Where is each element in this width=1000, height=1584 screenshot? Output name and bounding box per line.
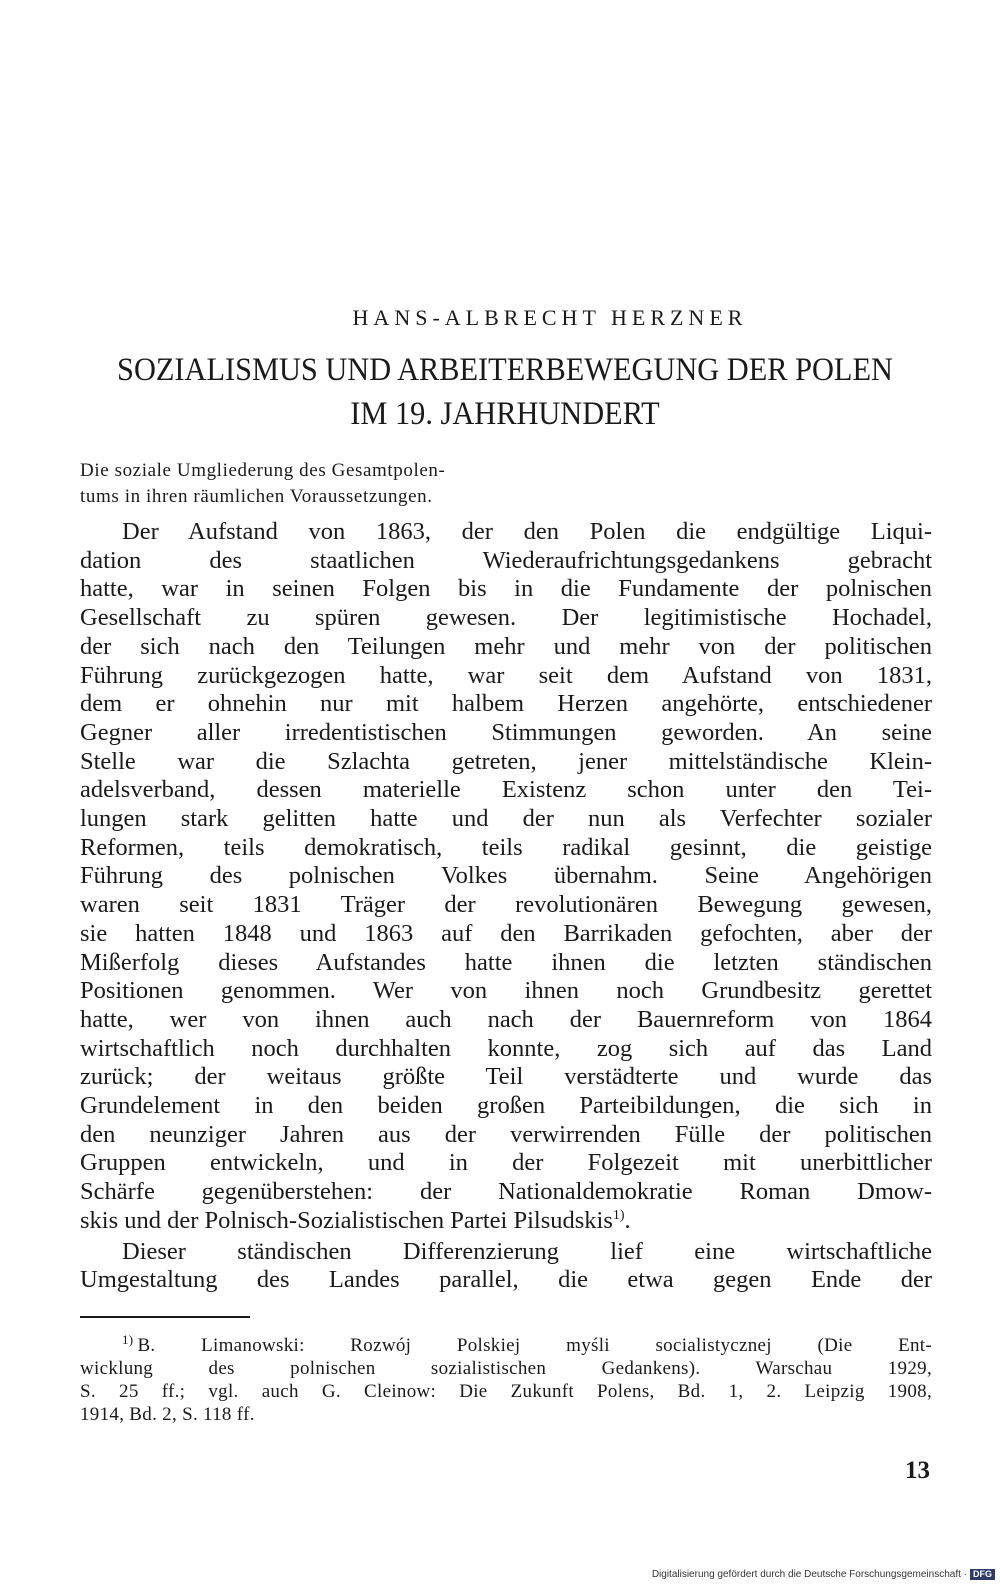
text-line: dem er ohnehin nur mit halbem Herzen angehörte, entschiedener	[80, 690, 932, 718]
text-line: Umgestaltung des Landes parallel, die etwa gegen Ende der	[80, 1266, 932, 1294]
text-line: Positionen genommen. Wer von ihnen noch Grundbesitz gerettet	[80, 977, 932, 1005]
text-line: waren seit 1831 Träger der revolutionären Bewegung gewesen,	[80, 891, 932, 919]
text-line: Gruppen entwickeln, und in der Folgezeit mit unerbittlicher	[80, 1149, 932, 1177]
text-line: hatte, wer von ihnen auch nach der Bauernreform von 1864	[80, 1005, 932, 1033]
text-line: zurück; der weitaus größte Teil verstädterte und wurde das	[80, 1063, 932, 1091]
section-heading-line-1: Die soziale Umgliederung des Gesamtpolen-	[80, 460, 446, 481]
footnote-line	[80, 1331, 932, 1357]
article-title	[112, 348, 898, 436]
paragraph-1	[80, 518, 932, 1236]
text-line: lungen stark gelitten hatte und der nun als Verfechter sozialer	[80, 805, 932, 833]
text-line: wirtschaftlich noch durchhalten konnte, zog sich auf das Land	[80, 1034, 932, 1062]
footnote-line-text: B. Limanowski: Rozwój Polskiej myśli socialistycznej (Die Ent-	[137, 1335, 932, 1356]
text-line: der sich nach den Teilungen mehr und mehr von der politischen	[80, 632, 932, 660]
author-name: HANS-ALBRECHT HERZNER	[352, 305, 748, 330]
text-line: Schärfe gegenüberstehen: der Nationaldemokratie Roman Dmow-	[80, 1178, 932, 1206]
section-heading	[80, 458, 660, 510]
text-line: adelsverband, dessen materielle Existenz schon unter den Tei-	[80, 776, 932, 804]
digitization-credit	[600, 1569, 995, 1580]
text-line: Mißerfolg dieses Aufstandes hatte ihnen die letzten ständischen	[80, 948, 932, 976]
text-line: Führung zurückgezogen hatte, war seit dem Aufstand von 1831,	[80, 661, 932, 689]
footnote-line: wicklung des polnischen sozialistischen Gedankens). Warschau 1929,	[80, 1358, 932, 1379]
text-line: sie hatten 1848 und 1863 auf den Barrikaden gefochten, aber der	[80, 919, 932, 947]
footnote-reference[interactable]: 1)	[612, 1207, 625, 1223]
page-number: 13	[905, 1457, 930, 1484]
article-title-line-2: IM 19. JAHRHUNDERT	[350, 396, 660, 432]
footnote-line: S. 25 ff.; vgl. auch G. Cleinow: Die Zukunft Polens, Bd. 1, 2. Leipzig 1908,	[80, 1381, 932, 1402]
text-line: Gesellschaft zu spüren gewesen. Der legitimistische Hochadel,	[80, 604, 932, 632]
dfg-logo: DFG	[970, 1569, 995, 1580]
credit-text: Digitalisierung gefördert durch die Deutsche Forschungsgemeinschaft ·	[651, 1569, 967, 1581]
footnote-divider	[80, 1316, 250, 1318]
paragraph-2	[80, 1238, 932, 1295]
footnote-number: 1)	[122, 1331, 134, 1347]
body-text	[80, 518, 932, 1295]
article-title-line-1: SOZIALISMUS UND ARBEITERBEWEGUNG DER POLEN	[117, 352, 893, 388]
text-line: hatte, war in seinen Folgen bis in die Fundamente der polnischen	[80, 575, 932, 603]
text-line: Reformen, teils demokratisch, teils radikal gesinnt, die geistige	[80, 833, 932, 861]
section-heading-line-2: tums in ihren räumlichen Voraussetzungen.	[80, 486, 433, 507]
text-line-last	[80, 1207, 932, 1236]
text-line: Stelle war die Szlachta getreten, jener mittelständische Klein-	[80, 747, 932, 775]
footnote	[80, 1331, 932, 1426]
sentence-end: .	[624, 1206, 631, 1234]
text-line-content: skis und der Polnisch-Sozialistischen Partei Pilsudskis	[80, 1206, 613, 1234]
text-line: Gegner aller irredentistischen Stimmungen geworden. An seine	[80, 718, 932, 746]
text-line: Führung des polnischen Volkes übernahm. Seine Angehörigen	[80, 862, 932, 890]
text-line: Dieser ständischen Differenzierung lief eine wirtschaftliche	[122, 1237, 932, 1265]
text-line: Grundelement in den beiden großen Parteibildungen, die sich in	[80, 1092, 932, 1120]
text-line: Der Aufstand von 1863, der den Polen die endgültige Liqui-	[122, 518, 932, 545]
text-line: dation des staatlichen Wiederaufrichtungsgedankens gebracht	[80, 546, 932, 574]
footnote-line: 1914, Bd. 2, S. 118 ff.	[80, 1404, 255, 1425]
text-line: den neunziger Jahren aus der verwirrenden Fülle der politischen	[80, 1120, 932, 1148]
